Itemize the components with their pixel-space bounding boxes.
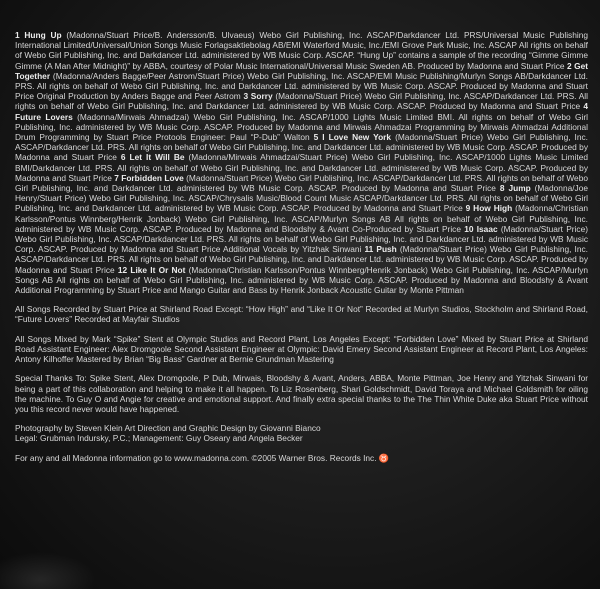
track-credits <box>15 30 588 295</box>
track-title: 12 Like It Or Not <box>117 264 186 275</box>
track-credit-text: (Madonna/Anders Bagge/Peer Astrom/Stuart Price) Webo Girl Publishing, Inc. ASCAP/EMI Music Publishing/Murlyn Songs AB/Darkdancer Ltd. PRS. All rights on behalf of Webo Girl Publishing, Inc. and Darkdancer Ltd. administered by WB Music Corp. ASCAP. Produced by Madonna and Stuart Price Original Production by Anders Bagge and Peer Astrom <box>15 70 588 102</box>
track-credit-text: (Madonna/Stuart Price/B. Andersson/B. Ulvaeus) Webo Girl Publishing, Inc. ASCAP/Darkdancer Ltd. PRS/Universal Music Publishing International Limited/Universal/Union Songs Music Forlagsaktiebolag AB/EMI Waterford Music, Inc./EMI Grove Park Music, Inc. ASCAP All rights on behalf of Webo Girl Publishing, Inc. and Darkdancer Ltd. administered by WB Music Corp. ASCAP. “Hung Up” contains a sample of the recording “Gimme Gimme Gimme (A Man After Midnight)” by ABBA, courtesy of Polar Music International/Universal Music Sweden AB. Produced by Madonna and Stuart Price <box>15 30 589 71</box>
track-title: 6 Let It Will Be <box>120 152 185 163</box>
track-title: 3 Sorry <box>243 91 273 102</box>
background-reflection <box>0 520 120 589</box>
track-credit-text: (Madonna/Stuart Price) Webo Girl Publishing, Inc. ASCAP/Darkdancer Ltd. PRS. All rights on behalf of Webo Girl Publishing, Inc. and Darkdancer Ltd. administered by WB Music Corp. ASCAP. Produced by Madonna and Stuart Price <box>15 244 588 275</box>
special-thanks: Special Thanks To: Spike Stent, Alex Dromgoole, P Dub, Mirwais, Bloodshy & Avant, Anders, ABBA, Monte Pittman, Joe Henry and Yitzhak Sinwani for being a part of this collaboration and helping to make it all happen. To Liz Rosenberg, Shari Goldschmidt, David Toraya and Michael Goldsmith for oiling the machine. To Guy O and Angie for creative and emotional support. And finally extra special thanks to the The Thin White Duke aka Stuart Price without you this record never would have happened. <box>15 373 588 414</box>
track-credit-text: (Madonna/Stuart Price) Webo Girl Publishing, Inc. ASCAP/Darkdancer Ltd. PRS. All rights on behalf of Webo Girl Publishing, Inc. and Darkdancer Ltd. administered by WB Music Corp. ASCAP. Produced by Madonna and Stuart Price <box>15 132 588 163</box>
footer-copyright: For any and all Madonna information go to www.madonna.com. ©2005 Warner Bros. Records Inc. ♉ <box>15 452 390 463</box>
track-title: 4 Future Lovers <box>15 101 588 122</box>
track-credit-text: (Madonna/Mirwais Ahmadzai/Stuart Price) Webo Girl Publishing, Inc. ASCAP/1000 Lights Music Limited BMI/Darkdancer Ltd. PRS. All rights on behalf of Webo Girl Publishing, Inc. and Darkdancer Ltd. administered by WB Music Corp. ASCAP. Produced by Madonna and Stuart Price <box>15 152 588 183</box>
track-credit-text: (Madonna/Joe Henry/Stuart Price) Webo Girl Publishing, Inc. ASCAP/Chrysalis Music/Blood Count Music ASCAP/Darkdancer Ltd. PRS. All rights on behalf of Webo Girl Publishing, Inc. and Darkdancer Ltd. administered by WB Music Corp. ASCAP. Produced by Madonna and Stuart Price <box>15 183 588 214</box>
track-title: 5 I Love New York <box>313 132 392 143</box>
track-title: 7 Forbidden Love <box>114 172 184 183</box>
track-title: 10 Isaac <box>464 223 498 234</box>
track-credit-text: (Madonna/Stuart Price) Webo Girl Publishing, Inc. ASCAP/Darkdancer Ltd. PRS. All rights on behalf of Webo Girl Publishing, Inc. and Darkdancer Ltd. administered by WB Music Corp. ASCAP. Produced by Madonna and Stuart Price <box>15 172 588 194</box>
track-title: 2 Get Together <box>15 60 588 81</box>
track-title: 1 Hung Up <box>15 30 62 40</box>
track-credit-text: (Madonna/Christian Karlsson/Pontus Winnberg/Henrik Jonback) Webo Girl Publishing, Inc. ASCAP/Murlyn Songs AB All rights on behalf of Webo Girl Publishing, Inc. administered by WB Music Corp. ASCAP. Produced by Madonna and Bloodshy & Avant Co-Produced by Stuart Price <box>15 203 588 234</box>
track-credit-text: (Madonna/Stuart Price) Webo Girl Publishing, Inc. ASCAP/Darkdancer Ltd. PRS. All rights on behalf of Webo Girl Publishing, Inc. and Darkdancer Ltd. administered by WB Music Corp. ASCAP. Produced by Madonna and Stuart Price <box>15 91 588 112</box>
track-credit-text: (Madonna/Stuart Price) Webo Girl Publishing, Inc. ASCAP/Darkdancer Ltd. PRS. All rights on behalf of Webo Girl Publishing, Inc. and Darkdancer Ltd. administered by WB Music Corp. ASCAP. Produced by Madonna and Stuart Price Additional Vocals by Yitzhak Sinwani <box>15 223 588 255</box>
liner-notes <box>15 30 588 472</box>
track-title: 11 Push <box>364 244 397 255</box>
track-title: 8 Jump <box>499 183 531 194</box>
mixing-credits: All Songs Mixed by Mark “Spike” Stent at Olympic Studios and Record Plant, Los Angeles Except: “Forbidden Love” Mixed by Stuart Price at Shirland Road Assistant Engineer: Alex Dromgoole Second Assistant Engineer at Olympic: David Emery Second Assistant Engineer at Record Plant, Los Angeles: Antony Kilhoffer Mastered by Brian “Big Bass” Gardner at Bernie Grundman Mastering <box>15 333 588 365</box>
legal-credit: Legal: Grubman Indursky, P.C.; Management: Guy Oseary and Angela Becker <box>15 433 303 444</box>
track-credit-text: (Madonna/Mirwais Ahmadzai) Webo Girl Publishing, Inc. ASCAP/1000 Lights Music Limited BMI. All rights on behalf of Webo Girl Publishing, Inc. administered by WB Music Corp. ASCAP. Produced by Madonna and Mirwais Ahmadzai Programming by Mirwais Ahmadzai Additional Drum Programming by Stuart Price Protools Engineer: Paul “P-Dub” Walton <box>15 111 588 143</box>
photography-credit: Photography by Steven Klein Art Direction and Graphic Design by Giovanni Bianco <box>15 423 321 434</box>
track-credit-text: (Madonna/Christian Karlsson/Pontus Winnberg/Henrik Jonback) Webo Girl Publishing, Inc. ASCAP/Murlyn Songs AB All rights on behalf of Webo Girl Publishing, Inc. administered by WB Music Corp. ASCAP. Produced by Madonna and Bloodshy & Avant Additional Programming by Stuart Price and Mango Guitar and Bass by Henrik Jonback Acoustic Guitar by Monte Pittman <box>15 264 589 296</box>
recording-credits: All Songs Recorded by Stuart Price at Shirland Road Except: “How High” and “Like It Or Not” Recorded at Murlyn Studios, Stockholm and Shirland Road, “Future Lovers” Recorded at Mayfair Studios <box>15 304 588 325</box>
track-title: 9 How High <box>465 203 513 214</box>
